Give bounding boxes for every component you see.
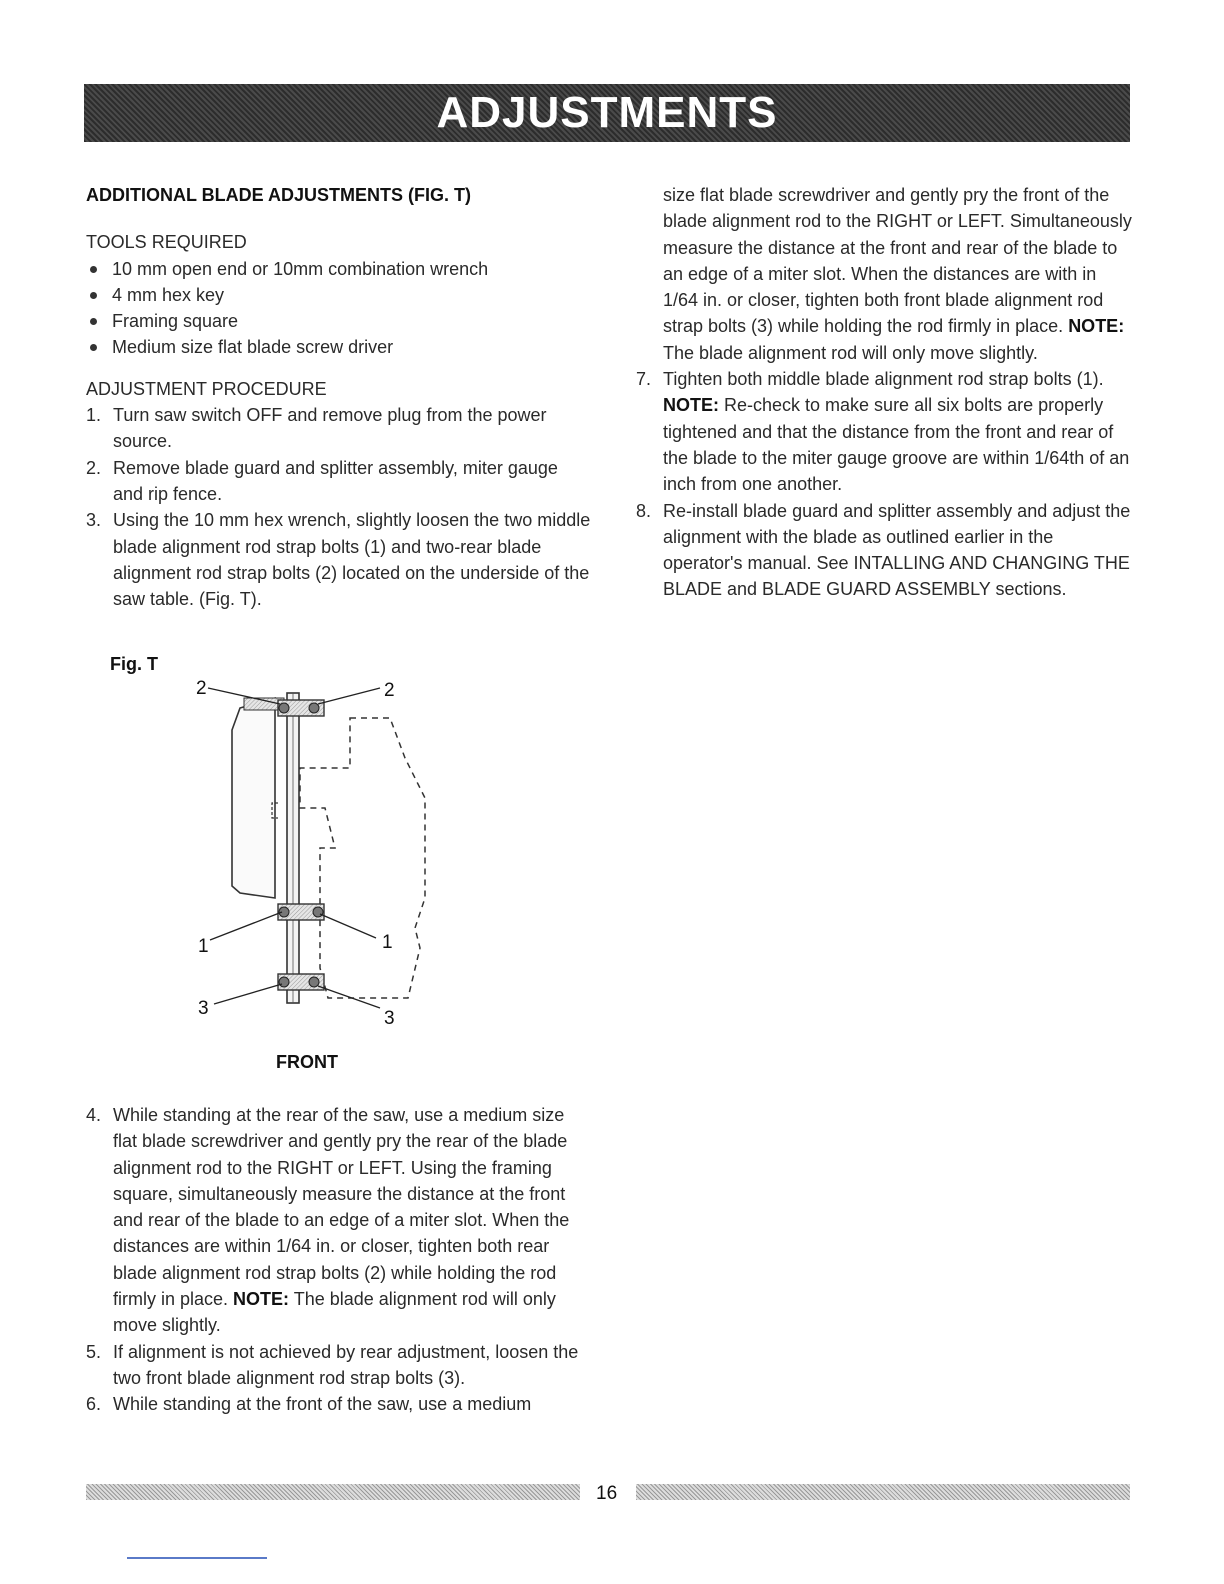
step-item — [636, 366, 1136, 497]
callout-3-right: 3 — [384, 1008, 395, 1029]
callout-1-right: 1 — [382, 932, 393, 953]
step-number: 4. — [86, 1105, 102, 1125]
step-text: While standing at the front of the saw, use a medium — [113, 1394, 532, 1415]
step-number: 8. — [636, 500, 652, 521]
procedure-steps-top — [86, 402, 591, 612]
step-text: The blade alignment rod will only move slightly. — [113, 1289, 556, 1336]
footer-bar-left — [86, 1484, 580, 1500]
left-column — [86, 182, 591, 612]
step-6-continuation — [636, 182, 1136, 366]
figure-label: Fig. T — [110, 654, 158, 674]
step-text: Tighten both middle blade alignment rod strap bolts (1). — [663, 369, 1104, 390]
step-number: 1. — [86, 405, 102, 426]
step-number: 7. — [636, 369, 652, 390]
callout-1-left: 1 — [198, 936, 209, 957]
step-item — [86, 402, 591, 455]
tool-item: Framing square — [86, 308, 591, 334]
step-text: Using the 10 mm hex wrench, slightly loosen the two middle blade alignment rod strap bolts (1) and two-rear blade alignment rod strap bolts (2) located on the underside of the saw table. (Fig. T). — [113, 510, 591, 610]
procedure-steps-right — [636, 366, 1136, 603]
callout-3-left: 3 — [198, 998, 209, 1019]
callout-2-right: 2 — [384, 680, 395, 701]
scan-underline — [127, 1557, 267, 1559]
step-item — [86, 1391, 591, 1417]
figure-t-diagram — [180, 668, 440, 1038]
blade-body — [232, 698, 275, 898]
banner-title: ADJUSTMENTS — [436, 88, 778, 137]
step-item — [636, 498, 1136, 603]
step-text: Remove blade guard and splitter assembly, miter gauge and rip fence. — [113, 457, 558, 504]
footer-bar-right — [636, 1484, 1130, 1500]
step-text: The blade alignment rod will only move slightly. — [663, 342, 1038, 363]
step-text: Turn saw switch OFF and remove plug from the power source. — [113, 405, 547, 452]
step-number: 3. — [86, 510, 102, 531]
callout-2-left: 2 — [196, 678, 207, 699]
note-label: NOTE: — [233, 1289, 290, 1310]
step-item — [86, 1339, 591, 1392]
step-text: Re-check to make sure all six bolts are properly tightened and that the distance from the front and rear of the blade to the miter gauge groove are within 1/64th of an inch from one another. — [663, 395, 1130, 495]
step-text: Re-install blade guard and splitter assembly and adjust the alignment with the blade as outlined earlier in the operator's manual. See INTALLING AND CHANGING THE BLADE and BLADE GUARD ASSEMBLY sections. — [663, 500, 1131, 600]
step-text: While standing at the rear of the saw, use a medium size flat blade screwdriver and gently pry the rear of the blade alignment rod to the RIGHT or LEFT. Using the framing square, simultaneously measure the distance at the front and rear of the blade to an edge of a miter slot. When the distances are within 1/64 in. or closer, tighten both rear blade alignment rod strap bolts (2) while holding the rod firmly in place. — [113, 1105, 570, 1310]
step-number: 5. — [86, 1341, 102, 1362]
tool-item: Medium size flat blade screw driver — [86, 334, 591, 360]
tool-item: 4 mm hex key — [86, 282, 591, 308]
procedure-heading: ADJUSTMENT PROCEDURE — [86, 378, 327, 399]
step-text: If alignment is not achieved by rear adjustment, loosen the two front blade alignment rod strap bolts (3). — [113, 1341, 579, 1388]
tools-list — [86, 256, 591, 361]
step-number: 2. — [86, 457, 102, 478]
section-heading: ADDITIONAL BLADE ADJUSTMENTS (FIG. T) — [86, 185, 471, 205]
step-text: size flat blade screwdriver and gently pry the front of the blade alignment rod to the RIGHT or LEFT. Simultaneously measure the distance at the front and rear of the blade to an edge of a miter slot. When the distances are with in 1/64 in. or closer, tighten both front blade alignment rod strap bolts (3) while holding the rod firmly in place. — [663, 185, 1132, 337]
figure-caption: FRONT — [276, 1052, 338, 1072]
page-number: 16 — [596, 1483, 618, 1504]
step-number: 6. — [86, 1394, 102, 1415]
tool-item: 10 mm open end or 10mm combination wrench — [86, 256, 591, 282]
step-item — [86, 455, 591, 508]
step-item — [86, 507, 591, 612]
note-label: NOTE: — [1068, 316, 1125, 337]
step-item — [86, 1102, 591, 1339]
tools-heading: TOOLS REQUIRED — [86, 232, 247, 253]
procedure-steps-lower — [86, 1102, 591, 1418]
right-column — [636, 182, 1136, 603]
section-banner — [84, 84, 1130, 142]
table-outline — [300, 718, 425, 998]
note-label: NOTE: — [663, 395, 719, 416]
